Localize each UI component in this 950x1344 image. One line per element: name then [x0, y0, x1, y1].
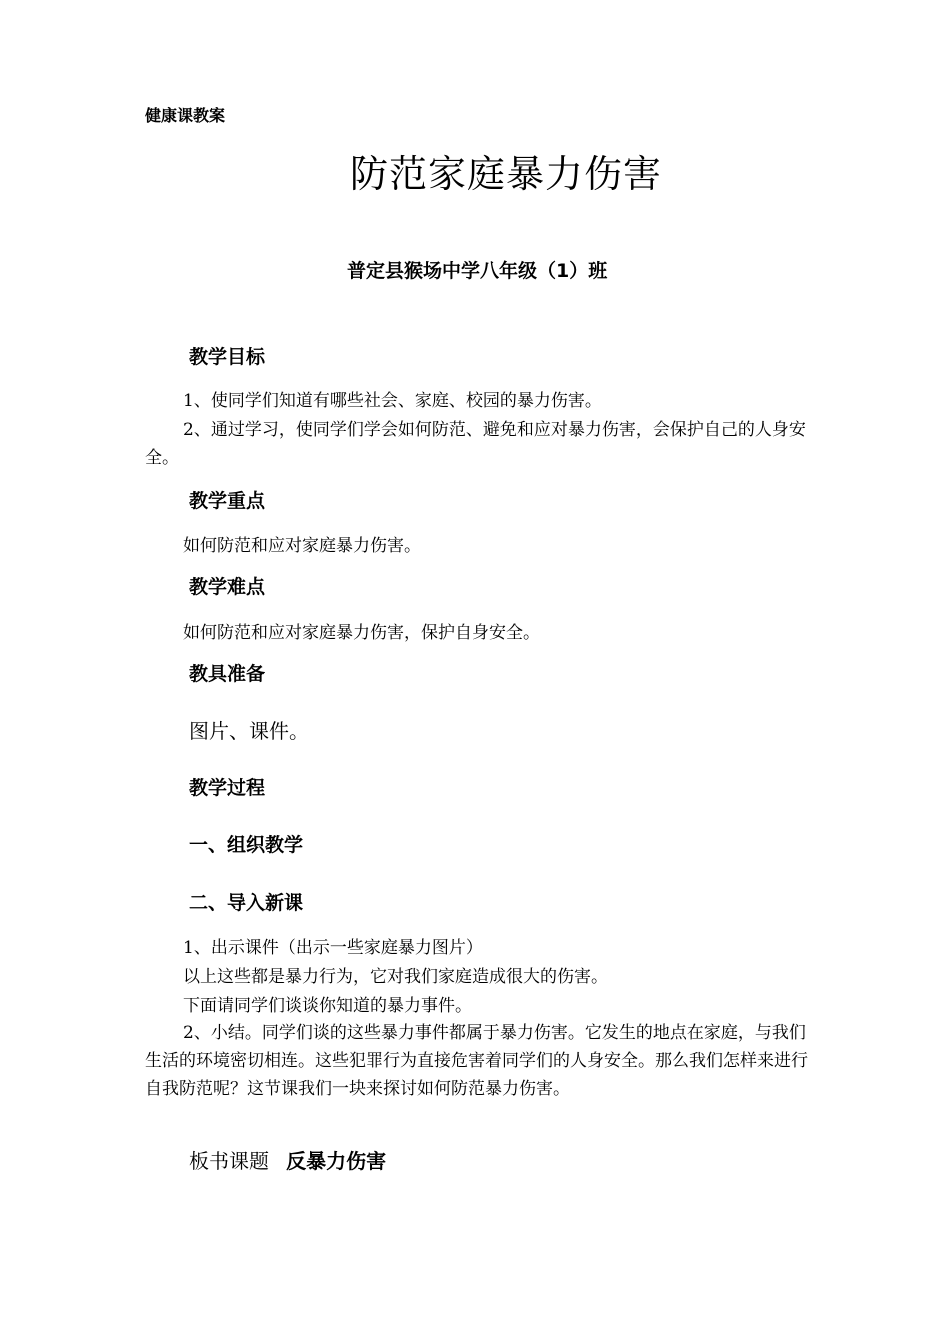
summary-paragraph: 2、小结。同学们谈的这些暴力事件都属于暴力伤害。它发生的地点在家庭，与我们生活的环境密切相连。这些犯罪行为直接危害着同学们的人身安全。那么我们怎样来进行自我防范呢？这节课我们一块来探讨如何防范暴力伤害。 [145, 1023, 808, 1099]
process-heading: 教学过程 [189, 777, 266, 799]
materials-heading: 教具准备 [189, 663, 266, 685]
step-organize-heading: 一、组织教学 [189, 834, 304, 856]
objectives-heading: 教学目标 [189, 346, 266, 368]
document-type-label: 健康课教案 [145, 106, 226, 125]
objective-item-1: 1、使同学们知道有哪些社会、家庭、校园的暴力伤害。 [183, 391, 602, 411]
document-title: 防范家庭暴力伤害 [350, 152, 663, 196]
key-points-text: 如何防范和应对家庭暴力伤害。 [183, 536, 421, 556]
key-points-heading: 教学重点 [189, 490, 266, 512]
difficulties-text: 如何防范和应对家庭暴力伤害，保护自身安全。 [183, 623, 540, 643]
intro-line-2: 以上这些都是暴力行为，它对我们家庭造成很大的伤害。 [183, 967, 608, 987]
board-title-topic: 反暴力伤害 [286, 1149, 387, 1173]
materials-text: 图片、课件。 [189, 719, 309, 743]
objective-item-2: 2、通过学习，使同学们学会如何防范、避免和应对暴力伤害，会保护自己的人身安全。 [145, 420, 806, 468]
intro-line-3: 下面请同学们谈谈你知道的暴力事件。 [183, 996, 472, 1016]
step-introduce-heading: 二、导入新课 [189, 892, 304, 914]
board-title-line [189, 1145, 386, 1174]
board-title-label: 板书课题 [189, 1149, 269, 1173]
difficulties-heading: 教学难点 [189, 576, 266, 598]
class-subtitle: 普定县猴场中学八年级（1）班 [347, 260, 608, 282]
intro-line-1: 1、出示课件（出示一些家庭暴力图片） [183, 938, 483, 958]
